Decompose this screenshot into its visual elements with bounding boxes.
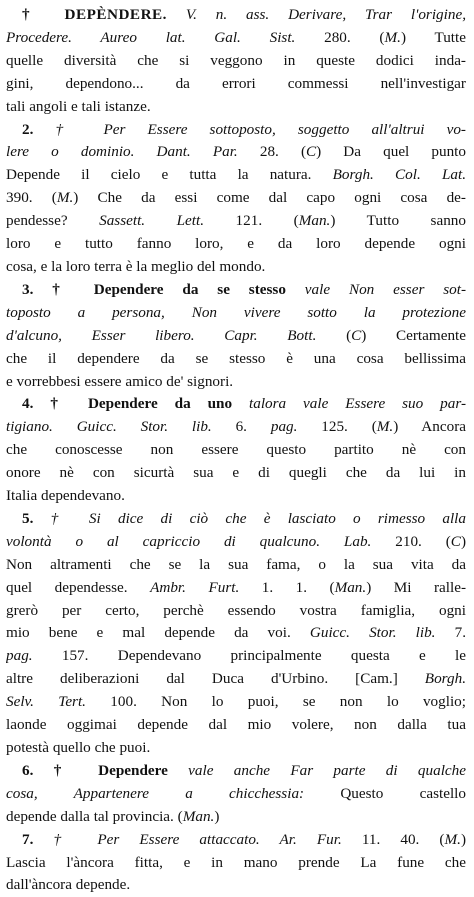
text-run: 6. † Dependere [22,761,168,779]
text-line [6,256,466,279]
text-run: volontà o al capriccio di qualcuno. Lab. [6,532,372,550]
text-line [6,485,466,508]
text-run: Selv. Tert. [6,693,86,711]
text-line [6,806,466,829]
text-line [6,577,466,600]
text-run: Sassett. Lett. [99,212,205,230]
text-run: C [351,326,362,344]
text-line [6,737,466,760]
text-run: C [306,143,317,161]
text-run: pendesse? [6,212,100,230]
text-line [6,874,466,897]
text-run: † Si dice di ciò che è lasciato o rimesso alla [33,509,466,527]
text-run: Man. [334,578,367,596]
text-line [6,714,466,737]
text-run: 5. [22,509,34,527]
text-line [6,4,466,27]
text-run: d'alcuno, Esser libero. Capr. Bott. [6,326,317,344]
text-run: 390. ( [6,189,57,207]
text-line [6,27,466,50]
text-run: 6. [211,418,271,436]
text-run: 100. Non lo puoi, se non lo voglio; [85,693,466,711]
text-run: Procedere. Aureo lat. Gal. Sist. [6,28,296,46]
text-run: 157. Dependevano principalmente questa e le [32,647,466,665]
text-line [6,668,466,691]
text-run: M. [444,830,461,848]
text-run: Lascia l'àncora fitta, e in mano prende La fune che [6,853,466,871]
text-run: 7. [435,624,466,642]
text-run: Borgh. Col. Lat. [332,166,466,184]
text-run: C [450,532,461,550]
text-run: lere o dominio. Dant. Par. [6,143,238,161]
text-line [6,416,466,439]
text-run: V. n. ass. Derivare, Trar l'origine, [166,6,466,23]
text-line [6,325,466,348]
text-run: M. [376,418,394,436]
text-run: M. [384,28,401,46]
text-run: 28. ( [237,143,306,161]
text-run: cosa, e la loro terra è la meglio del mondo. [6,257,266,275]
text-run: onore nè con sicurtà sua e di quegli che da lui in [6,464,466,482]
text-run: tigiano. Guicc. Stor. lib. [6,418,212,436]
text-run: 1. 1. ( [239,578,335,596]
text-run: Non altramenti che se la sua fama, o la sua vita da [6,555,466,573]
text-run: pag. [270,418,298,436]
text-run: che il dependere da se stesso è una cosa bellissima [6,349,466,367]
text-line [6,508,466,531]
text-run: Depende il cielo e tutta la natura. [6,166,333,184]
text-run: laonde oggimai depende dal mio volere, non dalla tua [6,716,466,734]
text-run: gini, dependono... da errori commessi nell'investigar [6,74,466,92]
text-run: 280. ( [295,28,385,46]
text-run: altre deliberazioni dal Duca d'Urbino. [Cam.] [6,670,425,688]
text-line [6,348,466,371]
text-run: dall'àncora depende. [6,876,131,894]
text-line [6,73,466,96]
text-run: vale anche Far parte di qualche [167,761,466,779]
text-line [6,119,466,142]
text-run: loro e tutto fanno loro, e da loro depende ogni [6,235,466,253]
text-run: ) [214,807,220,825]
text-line [6,760,466,783]
text-line [6,829,466,852]
text-run: ) Tutte [400,28,466,46]
text-run: ) [460,830,466,848]
text-run: depende dalla tal provincia. ( [6,807,183,825]
text-run: Questo castello [304,784,466,802]
text-line [6,371,466,394]
text-run: ) Ancora [393,418,466,436]
text-line [6,691,466,714]
text-run: e vorrebbesi essere amico de' signori. [6,372,234,390]
text-line [6,302,466,325]
text-run: grerò per certo, perchè essendo vostra famiglia, ogni [6,601,466,619]
text-run: M. [56,189,74,207]
text-line [6,439,466,462]
text-line [6,141,466,164]
text-line [6,645,466,668]
text-run: cosa, Appartenere a chicchessia: [6,784,305,802]
text-line [6,554,466,577]
text-line [6,531,466,554]
text-run: 2. [22,120,34,138]
text-line [6,233,466,256]
text-line [6,164,466,187]
text-run: 125. ( [297,418,377,436]
text-run: † Per Essere sottoposto, soggetto all'altrui vo- [33,120,466,138]
text-run: tali angoli e tali istanze. [6,97,151,115]
text-run: ) Tutto sanno [330,212,466,230]
text-run: Ambr. Furt. [150,578,240,596]
text-run: pag. [6,647,33,665]
text-line [6,852,466,875]
text-run: 4. † Dependere da uno [22,395,233,413]
text-run: 7. [22,830,34,848]
text-line [6,783,466,806]
headword: † DEPÈNDERE. [22,6,167,23]
text-run: Man. [298,212,331,230]
text-run: ) [460,532,466,550]
text-run: ) Che da essi come dal capo ogni cosa de- [73,189,466,207]
text-run: ) Certamente [361,326,466,344]
text-run: ( [316,326,352,344]
text-line [6,96,466,119]
text-run: Guicc. Stor. lib. [309,624,436,642]
text-line [6,393,466,416]
dictionary-entry-dependere [6,4,466,897]
text-run: che conoscesse non essere questo partito nè con [6,441,466,459]
text-run: Borgh. [424,670,466,688]
text-run: 11. 40. ( [341,830,445,848]
text-line [6,462,466,485]
text-run: talora vale Essere suo par- [232,395,466,413]
text-run: quel dependesse. [6,578,151,596]
text-run: toposto a persona, Non vivere sotto la protezione [6,303,466,321]
text-run: 3. † Dependere da se stesso [22,280,286,298]
text-line [6,187,466,210]
text-line [6,279,466,302]
text-run: Italia dependevano. [6,487,125,505]
text-run: mio bene e mal depende da voi. [6,624,310,642]
text-run: † Per Essere attaccato. Ar. Fur. [33,830,342,848]
text-line [6,600,466,623]
text-line [6,210,466,233]
text-run: quelle diversità che si veggono in queste dodici inda- [6,51,466,69]
text-run: 121. ( [204,212,299,230]
text-run: ) Mi ralle- [366,578,466,596]
text-run: Man. [182,807,215,825]
text-run: vale Non esser sot- [285,280,466,298]
text-line [6,622,466,645]
text-line [6,50,466,73]
text-run: ) Da quel punto [316,143,466,161]
text-run: potestà quello che puoi. [6,739,151,756]
text-run: 210. ( [371,532,451,550]
